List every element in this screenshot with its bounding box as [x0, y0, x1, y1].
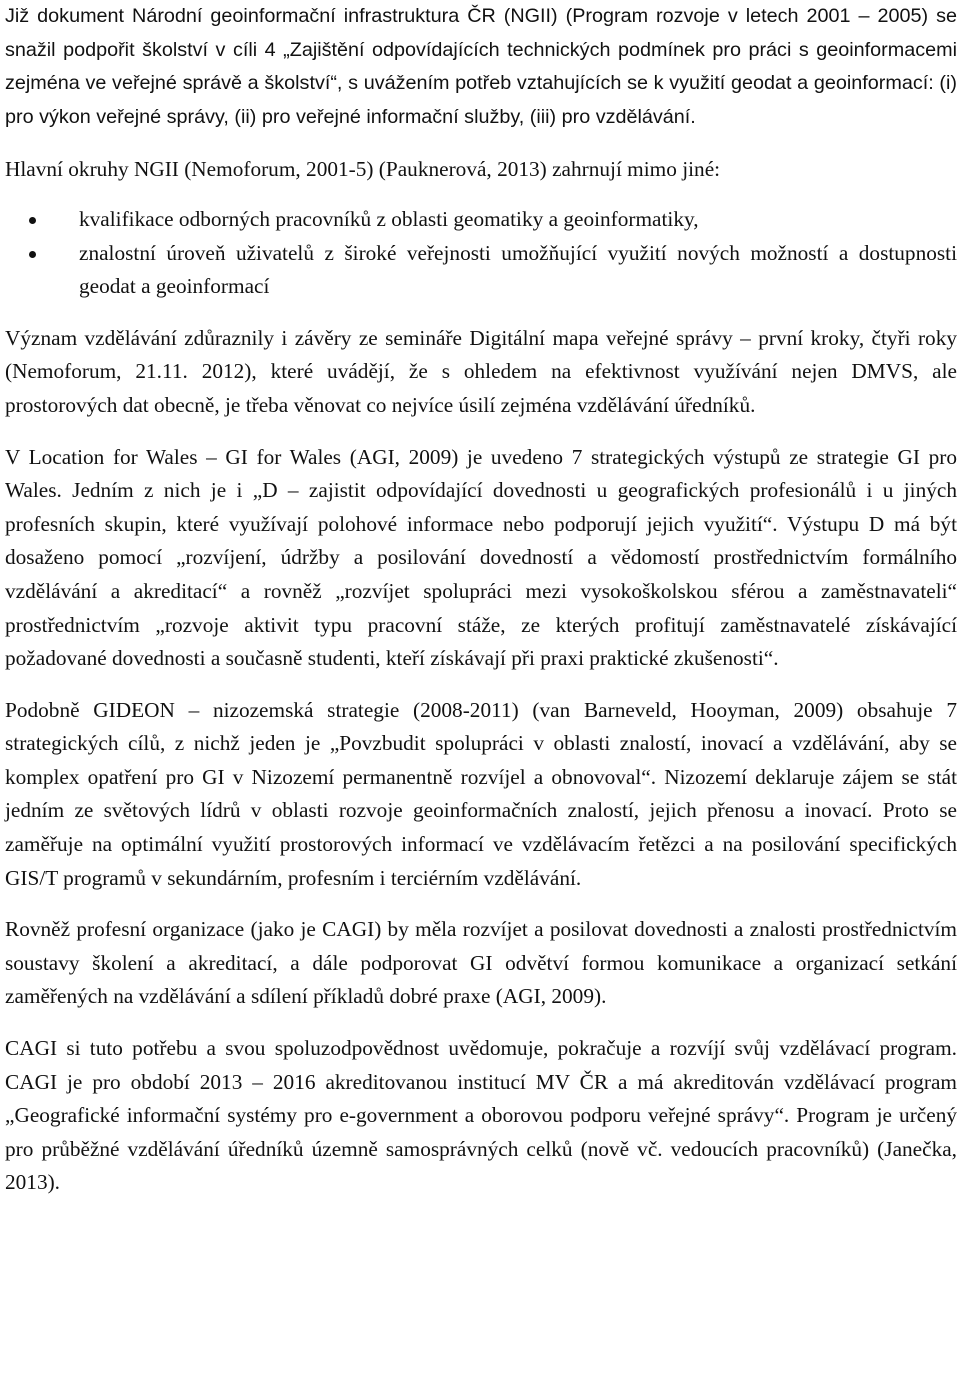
paragraph-professional-organizations: Rovněž profesní organizace (jako je CAGI) by měla rozvíjet a posilovat dovednosti a znalosti prostřednictvím soustavy školení a akreditací, a dále podporovat GI odvětví formou komunikace a organizací setkání zaměřených na vzdělávání a sdílení příkladů dobré praxe (AGI, 2009). [5, 917, 957, 1009]
bullet-icon [29, 217, 36, 224]
paragraph-gap [5, 423, 957, 441]
paragraph-gap [5, 1014, 957, 1032]
paragraph-gap [5, 895, 957, 913]
list-item [5, 203, 957, 237]
paragraph-gap [5, 304, 957, 322]
list-item-text: kvalifikace odborných pracovníků z oblasti geomatiky a geoinformatiky, [79, 206, 699, 231]
bullet-list [5, 203, 957, 304]
paragraph-gap [5, 676, 957, 694]
paragraph-gideon-strategy: Podobně GIDEON – nizozemská strategie (2008-2011) (van Barneveld, Hooyman, 2009) obsahuje 7 strategických cílů, z nichž jeden je „Povzbudit spolupráci v oblasti znalostí, inovací a vzdělávání, aby se komplex opatření pro GI v Nizozemí permanentně rozvíjel a obnovoval“. Nizozemí deklaruje zájem se stát jedním ze světových lídrů v oblasti rozvoje geoinformačních znalostí, jejich přenosu a inovací. Proto se zaměřuje na optimální využití prostorových informací ve vzdělávacím řetězci a na posilování specifických GIS/T programů v sekundárním, profesním i terciérním vzdělávání. [5, 697, 957, 890]
bullet-icon [29, 251, 36, 258]
paragraph-gap [5, 134, 957, 153]
list-item-text: znalostní úroveň uživatelů z široké veřejnosti umožňující využití nových možností a dostupnosti geodat a geoinformací [79, 240, 957, 299]
paragraph-cagi-program: CAGI si tuto potřebu a svou spoluzodpovědnost uvědomuje, pokračuje a rozvíjí svůj vzdělávací program. CAGI je pro období 2013 – 2016 akreditovanou institucí MV ČR a má akreditován vzdělávací program „Geografické informační systémy pro e-government a oborovou podporu veřejné správy“. Program je určený pro průběžné vzdělávání úředníků územně samosprávných celků (nově vč. vedoucích pracovníků) (Janečka, 2013). [5, 1036, 957, 1195]
paragraph-wales-strategy: V Location for Wales – GI for Wales (AGI, 2009) je uvedeno 7 strategických výstupů ze strategie GI pro Wales. Jedním z nich je i „D – zajistit odpovídající dovednosti u geografických profesionálů i u jiných profesních skupin, které využívají polohové informace nebo podporují jejich využití“. Výstupu D má být dosaženo pomocí „rozvíjení, údržby a posilování dovedností a vědomostí prostřednictvím formálního vzdělávání a akreditací“ a rovněž „rozvíjet spolupráci mezi vysokoškolskou sférou a zaměstnavateli“ prostřednictvím „rozvoje aktivit typu pracovní stáže, ze kterých profitují zaměstnavatelé získávající požadované dovednosti a současně studenti, kteří získávají při praxi praktické zkušenosti“. [5, 444, 957, 671]
paragraph-dmvs-seminar: Význam vzdělávání zdůraznily i závěry ze semináře Digitální mapa veřejné správy – první kroky, čtyři roky (Nemoforum, 21.11. 2012), které uvádějí, že s ohledem na efektivnost využívání nejen DMVS, ale prostorových dat obecně, je třeba věnovat co nejvíce úsilí zejména vzdělávání úředníků. [5, 325, 957, 417]
list-item [5, 237, 957, 304]
paragraph-ngii-areas: Hlavní okruhy NGII (Nemoforum, 2001-5) (Pauknerová, 2013) zahrnují mimo jiné: [5, 157, 721, 182]
paragraph-ngii-intro: Již dokument Národní geoinformační infrastruktura ČR (NGII) (Program rozvoje v letech 2001 – 2005) se snažil podpořit školství v cíli 4 „Zajištění odpovídajících technických podmínek pro práci s geoinformacemi zejména ve veřejné správě a školství“, s uvážením potřeb vztahujících se k využití geodat a geoinformací: (i) pro výkon veřejné správy, (ii) pro veřejné informační služby, (iii) pro vzdělávání. [5, 5, 957, 128]
paragraph-gap [5, 187, 957, 203]
